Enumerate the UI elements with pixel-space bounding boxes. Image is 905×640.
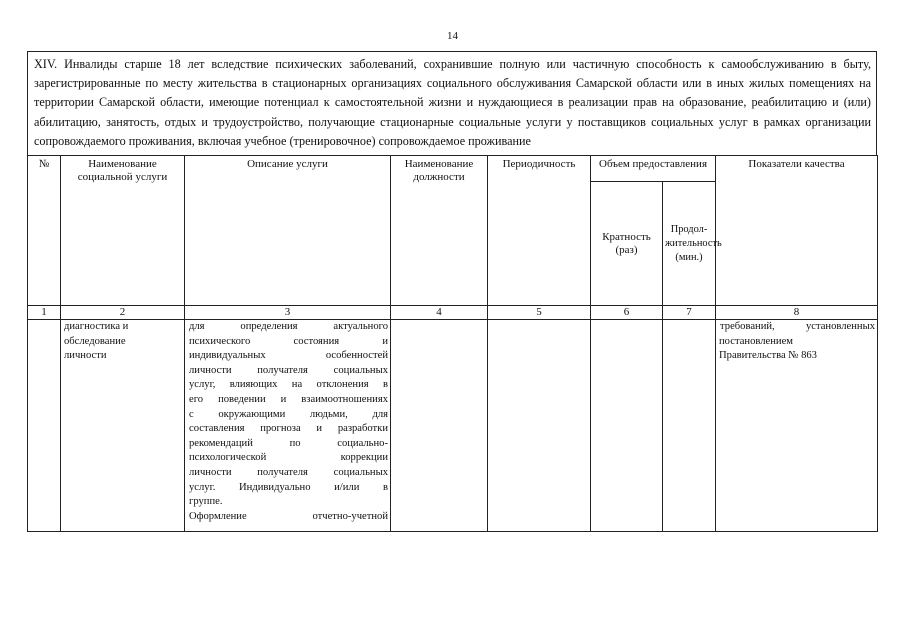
column-number: 2 xyxy=(61,306,185,320)
cell-quality xyxy=(716,320,878,532)
text-line: с окружающими людьми, для xyxy=(189,408,388,420)
text-line: личности получателя социальных xyxy=(189,466,388,478)
col-header-duration: Продол-жительность (мин.) xyxy=(663,182,716,306)
text-line: личности получателя социальных xyxy=(189,364,388,376)
text-line: психологической коррекции xyxy=(189,452,388,464)
cell-duration xyxy=(663,320,716,532)
text-line: личности xyxy=(64,350,107,362)
cell-position xyxy=(391,320,488,532)
section-heading: XIV. Инвалиды старше 18 лет вследствие психических заболеваний, сохранившие полную или частичную способность к самообслуживанию в быту, зарегистрированные по месту жительства в стационарных организациях социального обслуживания Самарской области или в иных жилых помещениях на территории Самарской области, имеющие потенциал к самостоятельной жизни и нуждающиеся в реализации прав на образование, реабилитацию и (или) абилитацию, занятость, отдых и трудоустройство, получающие стационарные социальные услуги у поставщиков социальных услуг в рамках организации сопровождаемого проживания, включая учебное (тренировочное) сопровождаемое проживание xyxy=(27,51,877,155)
text-line: услуг, влияющих на отклонения в xyxy=(189,379,388,391)
column-number: 8 xyxy=(716,306,878,320)
cell-description xyxy=(185,320,391,532)
text-line: диагностика и xyxy=(64,321,129,333)
page-number: 14 xyxy=(447,30,458,42)
col-header-no: № xyxy=(28,156,61,306)
cell-periodicity xyxy=(488,320,591,532)
column-number: 4 xyxy=(391,306,488,320)
services-table xyxy=(27,155,878,532)
column-number: 3 xyxy=(185,306,391,320)
col-header-periodicity: Периодичность xyxy=(488,156,591,306)
text-line: услуг. Индивидуально и/или в xyxy=(189,481,388,493)
column-number: 1 xyxy=(28,306,61,320)
cell-service-name xyxy=(61,320,185,532)
text-line: постановлением xyxy=(719,335,793,347)
col-header-quality: Показатели качества xyxy=(716,156,878,306)
col-header-service-name: Наименование социальной услуги xyxy=(61,156,185,306)
text-line: индивидуальных особенностей xyxy=(189,350,388,362)
header-row xyxy=(28,156,878,182)
column-number: 6 xyxy=(591,306,663,320)
col-header-volume: Объем предоставления xyxy=(591,156,716,182)
text-line: группе. xyxy=(189,496,223,508)
text-line: требований, установленных xyxy=(720,321,876,333)
cell-no xyxy=(28,320,61,532)
column-numbers-row xyxy=(28,306,878,320)
text-line: его поведении и взаимоотношениях xyxy=(189,393,388,405)
cell-multiplicity xyxy=(591,320,663,532)
text-line: для определения актуального xyxy=(189,321,388,333)
text-line: обследование xyxy=(64,335,126,347)
text-line: Правительства № 863 xyxy=(719,350,817,362)
table-row xyxy=(28,320,878,532)
col-header-position: Наименование должности xyxy=(391,156,488,306)
text-line: Оформление отчетно-учетной xyxy=(189,510,388,522)
col-header-description: Описание услуги xyxy=(185,156,391,306)
document-sheet xyxy=(27,51,877,532)
text-line: составления прогноза и разработки xyxy=(189,423,388,435)
col-header-multiplicity: Кратность (раз) xyxy=(591,182,663,306)
text-line: рекомендаций по социально- xyxy=(189,437,388,449)
text-line: психического состояния и xyxy=(189,335,388,347)
column-number: 5 xyxy=(488,306,591,320)
column-number: 7 xyxy=(663,306,716,320)
